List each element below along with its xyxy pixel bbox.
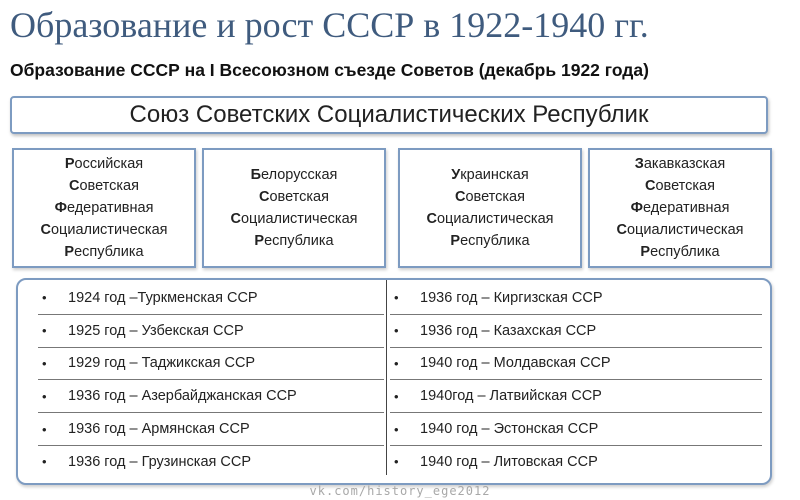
- list-item: [38, 446, 384, 478]
- word-rest: елорусская: [261, 167, 338, 183]
- initial-letter: Р: [64, 156, 75, 172]
- word-rest: оциалистическая: [626, 222, 744, 238]
- list-item-text: 1936 год – Грузинская ССР: [68, 453, 251, 470]
- list-item: [390, 282, 762, 315]
- republic-name-line: [616, 219, 743, 241]
- word-rest: еспублика: [650, 244, 720, 260]
- initial-letter: Р: [450, 233, 461, 249]
- word-rest: едеративная: [66, 200, 154, 216]
- initial-letter: С: [69, 178, 80, 194]
- column-divider: [386, 280, 387, 475]
- bullet-icon: •: [394, 454, 399, 470]
- republic-name-line: [640, 241, 719, 263]
- bullet-icon: •: [42, 454, 47, 470]
- initial-letter: С: [645, 178, 656, 194]
- initial-letter: С: [616, 222, 627, 238]
- list-item-text: 1940 год – Эстонская ССР: [420, 421, 599, 438]
- word-rest: оссийская: [74, 156, 144, 172]
- initial-letter: Р: [640, 244, 651, 260]
- republic-name-line: [40, 219, 167, 241]
- initial-letter: С: [455, 189, 466, 205]
- republic-name-line: [69, 175, 139, 197]
- republic-name-line: [64, 241, 143, 263]
- republic-name-line: [254, 230, 333, 252]
- word-rest: еспублика: [74, 244, 144, 260]
- list-item-text: 1936 год – Казахская ССР: [420, 322, 597, 339]
- republic-name-line: [631, 197, 730, 219]
- word-rest: еспублика: [460, 233, 530, 249]
- list-item: [38, 380, 384, 413]
- list-item: [38, 413, 384, 446]
- union-name: Союз Советских Социалистических Республик: [129, 101, 649, 128]
- union-name-box: [10, 96, 768, 134]
- republic-box-zsfsr: [588, 148, 772, 268]
- bullet-icon: •: [42, 290, 47, 306]
- initial-letter: Ф: [54, 200, 67, 216]
- word-rest: оциалистическая: [50, 222, 168, 238]
- bullet-icon: •: [42, 421, 47, 437]
- word-rest: едеративная: [642, 200, 730, 216]
- watermark: vk.com/history_ege2012: [309, 484, 491, 498]
- bullet-icon: •: [42, 388, 47, 404]
- initial-letter: С: [40, 222, 51, 238]
- list-item-text: 1929 год – Таджикская ССР: [68, 355, 256, 372]
- word-rest: оветская: [79, 178, 139, 194]
- bullet-icon: •: [394, 355, 399, 371]
- word-rest: еспублика: [264, 233, 334, 249]
- initial-letter: Б: [250, 167, 262, 183]
- republic-name-line: [645, 175, 715, 197]
- list-item: [390, 413, 762, 446]
- list-item: [390, 446, 762, 478]
- list-item: [390, 380, 762, 413]
- initial-letter: Р: [64, 244, 75, 260]
- word-rest: краинская: [460, 167, 529, 183]
- list-item-text: 1925 год – Узбекская ССР: [68, 322, 244, 339]
- republic-name-line: [65, 153, 143, 175]
- republic-box-rsfsr: [12, 148, 196, 268]
- republics-joined-list: [16, 278, 772, 485]
- list-item: [390, 315, 762, 348]
- list-item: [38, 282, 384, 315]
- bullet-icon: •: [42, 355, 47, 371]
- list-item-text: 1924 год –Туркменская ССР: [68, 289, 258, 306]
- initial-letter: С: [230, 211, 241, 227]
- list-item: [38, 348, 384, 381]
- initial-letter: Р: [254, 233, 265, 249]
- republic-name-line: [455, 186, 525, 208]
- page-subtitle: Образование СССР на I Всесоюзном съезде Советов (декабрь 1922 года): [10, 60, 649, 80]
- republic-name-line: [426, 208, 553, 230]
- joined-list-right: [390, 282, 762, 478]
- word-rest: акавказская: [643, 156, 726, 172]
- joined-list-left: [38, 282, 384, 478]
- list-item: [390, 348, 762, 381]
- bullet-icon: •: [394, 421, 399, 437]
- list-item-text: 1940 год – Молдавская ССР: [420, 355, 611, 372]
- word-rest: оветская: [465, 189, 525, 205]
- initial-letter: З: [634, 156, 644, 172]
- word-rest: оциалистическая: [436, 211, 554, 227]
- bullet-icon: •: [42, 323, 47, 339]
- list-item-text: 1940год – Латвийская ССР: [420, 388, 602, 405]
- word-rest: оветская: [655, 178, 715, 194]
- list-item: [38, 315, 384, 348]
- initial-letter: С: [426, 211, 437, 227]
- bullet-icon: •: [394, 388, 399, 404]
- bullet-icon: •: [394, 323, 399, 339]
- list-item-text: 1936 год – Киргизская ССР: [420, 289, 603, 306]
- word-rest: оветская: [269, 189, 329, 205]
- republic-box-bssr: [202, 148, 386, 268]
- republic-name-line: [451, 164, 528, 186]
- bullet-icon: •: [394, 290, 399, 306]
- republic-name-line: [259, 186, 329, 208]
- republic-name-line: [251, 164, 338, 186]
- list-item-text: 1936 год – Армянская ССР: [68, 421, 250, 438]
- republic-box-ussr: [398, 148, 582, 268]
- initial-letter: Ф: [630, 200, 643, 216]
- republic-name-line: [635, 153, 725, 175]
- initial-letter: С: [259, 189, 270, 205]
- word-rest: оциалистическая: [240, 211, 358, 227]
- page-title: Образование и рост СССР в 1922-1940 гг.: [10, 5, 649, 45]
- initial-letter: У: [451, 167, 461, 183]
- list-item-text: 1936 год – Азербайджанская ССР: [68, 388, 297, 405]
- republic-name-line: [450, 230, 529, 252]
- republic-name-line: [230, 208, 357, 230]
- list-item-text: 1940 год – Литовская ССР: [420, 453, 598, 470]
- republic-name-line: [55, 197, 154, 219]
